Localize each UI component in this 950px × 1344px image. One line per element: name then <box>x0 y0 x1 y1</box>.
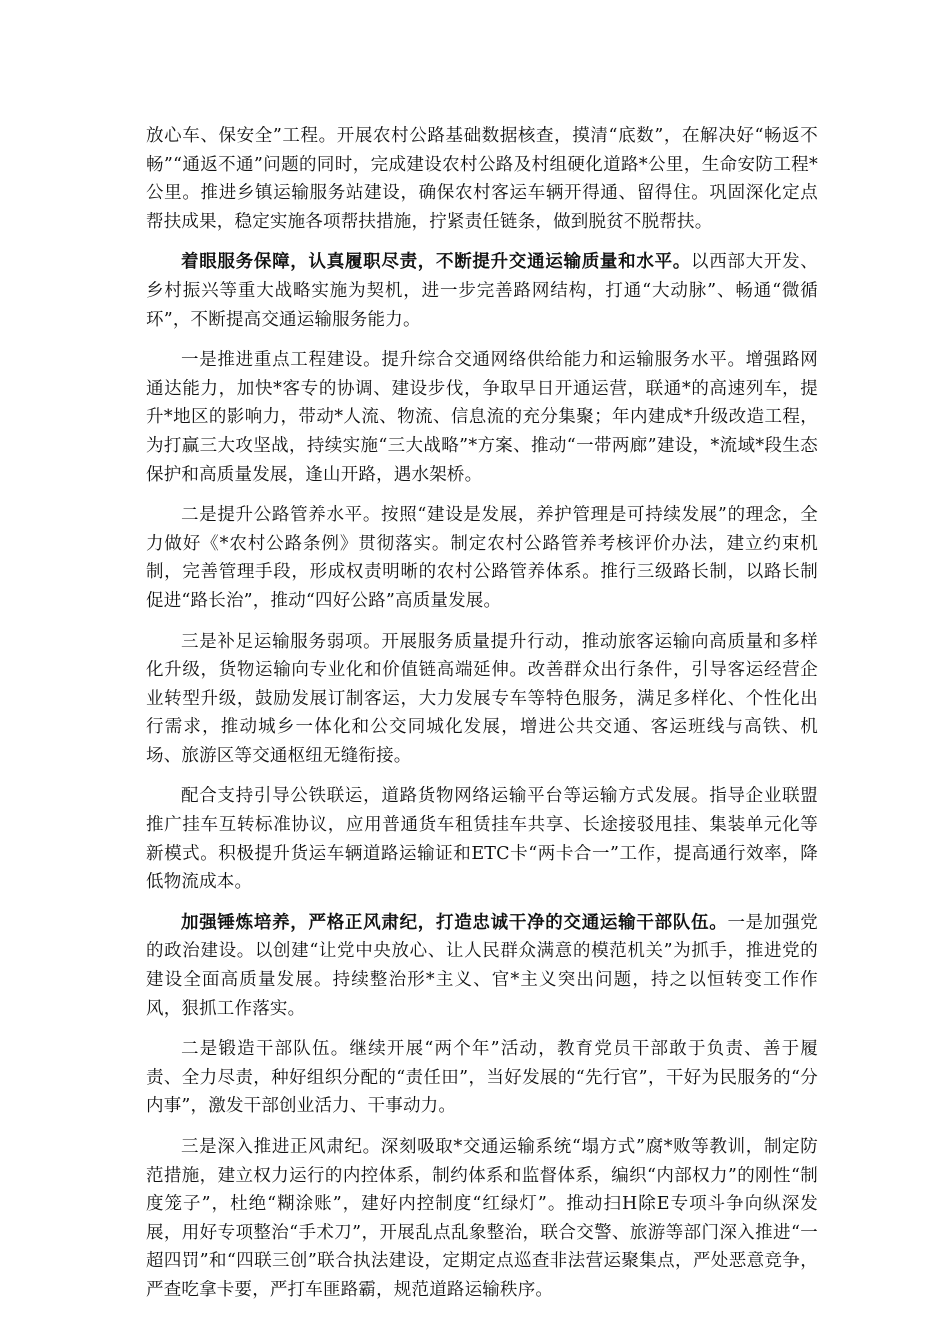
paragraph-6-text: 配合支持引导公铁联运，道路货物网络运输平台等运输方式发展。指导企业联盟推广挂车互转标准协议，应用普通货车租赁挂车共享、长途接驳甩挂、集装单元化等新模式。积极提升货运车辆道路运输证和ETC卡“两卡合一”工作，提高通行效率，降低物流成本。 <box>146 786 818 893</box>
document-body <box>146 122 818 1317</box>
paragraph-4-text: 二是提升公路管养水平。按照“建设是发展，养护管理是可持续发展”的理念，全力做好《*农村公路条例》贯彻落实。制定农村公路管养考核评价办法，建立约束机制，完善管理手段，形成权责明晰的农村公路管养体系。推行三级路长制，以路长制促进“路长治”，推动“四好公路”高质量发展。 <box>146 505 818 611</box>
paragraph-1-text: 放心车、保安全”工程。开展农村公路基础数据核查，摸清“底数”，在解决好“畅返不畅”“通返不通”问题的同时，完成建设农村公路及村组硬化道路*公里，生命安防工程*公里。推进乡镇运输服务站建设，确保农村客运车辆开得通、留得住。巩固深化定点帮扶成果，稳定实施各项帮扶措施，拧紧责任链条，做到脱贫不脱帮扶。 <box>146 126 818 232</box>
paragraph-3-text: 一是推进重点工程建设。提升综合交通网络供给能力和运输服务水平。增强路网通达能力，加快*客专的协调、建设步伐，争取早日开通运营，联通*的高速列车，提升*地区的影响力，带动*人流、物流、信息流的充分集聚；年内建成*升级改造工程，为打赢三大攻坚战，持续实施“三大战略”*方案、推动“一带两廊”建设，*流域*段生态保护和高质量发展，逢山开路，遇水架桥。 <box>146 350 818 485</box>
paragraph-5-text: 三是补足运输服务弱项。开展服务质量提升行动，推动旅客运输向高质量和多样化升级，货物运输向专业化和价值链高端延伸。改善群众出行条件，引导客运经营企业转型升级，鼓励发展订制客运，大力发展专车等特色服务，满足多样化、个性化出行需求，推动城乡一体化和公交同城化发展，增进公共交通、客运班线与高铁、机场、旅游区等交通枢纽无缝衔接。 <box>146 631 818 766</box>
paragraph-9 <box>146 1133 818 1305</box>
paragraph-2-lead: 着眼服务保障，认真履职尽责，不断提升交通运输质量和水平。 <box>181 252 691 273</box>
paragraph-7 <box>146 909 818 1023</box>
paragraph-9-text: 三是深入推进正风肃纪。深刻吸取*交通运输系统“塌方式”腐*败等教训，制定防范措施，建立权力运行的内控体系，制约体系和监督体系，编织“内部权力”的刚性“制度笼子”，杜绝“糊涂账”，建好内控制度“红绿灯”。推动扫H除E专项斗争向纵深发展，用好专项整治“手术刀”，开展乱点乱象整治，联合交警、旅游等部门深入推进“一超四罚”和“四联三创”联合执法建设，定期定点巡查非法营运聚集点，严处恶意竞争，严查吃拿卡要，严打车匪路霸，规范道路运输秩序。 <box>146 1137 818 1300</box>
paragraph-2 <box>146 248 818 334</box>
paragraph-7-lead: 加强锤炼培养，严格正风肃纪，打造忠诚干净的交通运输干部队伍。 <box>181 912 728 933</box>
paragraph-1 <box>146 122 818 236</box>
paragraph-2-text: 以西部大开发、乡村振兴等重大战略实施为契机，进一步完善路网结构，打通“大动脉”、畅通“微循环”，不断提高交通运输服务能力。 <box>146 252 818 330</box>
paragraph-7-text: 一是加强党的政治建设。以创建“让党中央放心、让人民群众满意的模范机关”为抓手，推进党的建设全面高质量发展。持续整治形*主义、官*主义突出问题，持之以恒转变工作作风，狠抓工作落实。 <box>146 912 819 1019</box>
paragraph-4 <box>146 501 818 615</box>
paragraph-8-text: 二是锻造干部队伍。继续开展“两个年”活动，教育党员干部敢于负责、善于履责、全力尽责，种好组织分配的“责任田”，当好发展的“先行官”，干好为民服务的“分内事”，激发干部创业活力、干事动力。 <box>146 1039 818 1117</box>
paragraph-6 <box>146 782 818 896</box>
paragraph-8 <box>146 1035 818 1121</box>
paragraph-5 <box>146 628 818 771</box>
paragraph-3 <box>146 346 818 489</box>
